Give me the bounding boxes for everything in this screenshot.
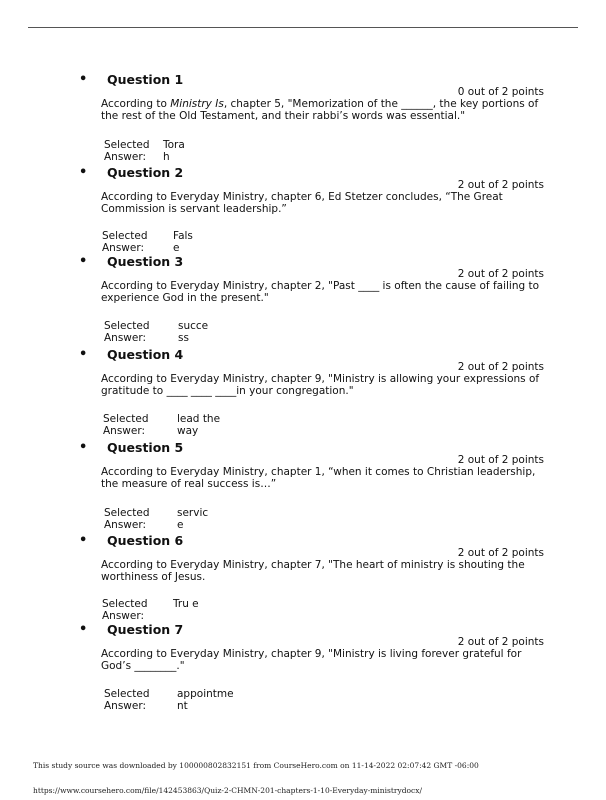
selected-answer-label: Selected Answer:: [104, 320, 150, 344]
selected-answer-label: Selected Answer:: [103, 413, 149, 437]
question-points: 2 out of 2 points: [457, 636, 544, 648]
selected-answer-value: Tora h: [163, 139, 185, 163]
bullet-icon: •: [79, 622, 88, 637]
question-points: 2 out of 2 points: [457, 268, 544, 280]
selected-answer-label: Selected Answer:: [104, 139, 150, 163]
bullet-icon: •: [79, 165, 88, 180]
question-points: 2 out of 2 points: [457, 454, 544, 466]
selected-answer-label: Selected Answer:: [104, 507, 150, 531]
selected-answer-value: appointme nt: [177, 688, 234, 712]
question-title: Question 7: [107, 622, 184, 637]
bullet-icon: •: [79, 347, 88, 362]
selected-answer-value: Fals e: [173, 230, 193, 254]
question-points: 2 out of 2 points: [457, 361, 544, 373]
top-divider: [28, 27, 578, 28]
selected-answer-value: servic e: [177, 507, 209, 531]
bullet-icon: •: [79, 72, 88, 87]
source-url[interactable]: https://www.coursehero.com/file/142453863/Quiz-2-CHMN-201-chapters-1-10-Everyday-ministrydocx/: [33, 786, 422, 795]
selected-answer-value: Tru e: [173, 598, 199, 610]
question-title: Question 2: [107, 165, 184, 180]
question-title: Question 3: [107, 254, 184, 269]
question-text: According to Everyday Ministry, chapter 7, "The heart of ministry is shouting the worthiness of Jesus.: [101, 559, 525, 583]
question-text: According to Everyday Ministry, chapter 6, Ed Stetzer concludes, “The Great Commission is servant leadership.”: [101, 191, 503, 215]
question-title: Question 6: [107, 533, 184, 548]
question-text: According to Everyday Ministry, chapter 1, “when it comes to Christian leadership, the measure of real success is…”: [101, 466, 536, 490]
selected-answer-label: Selected Answer:: [102, 598, 148, 622]
question-text: According to Everyday Ministry, chapter 9, "Ministry is allowing your expressions of gratitude to ____ ____ ____in your congregation.": [101, 373, 540, 397]
bullet-icon: •: [79, 254, 88, 269]
question-text: According to Everyday Ministry, chapter 2, "Past ____ is often the cause of failing to experience God in the present.": [101, 280, 540, 304]
question-title: Question 5: [107, 440, 184, 455]
bullet-icon: •: [79, 533, 88, 548]
question-title: Question 1: [107, 72, 184, 87]
question-points: 2 out of 2 points: [457, 547, 544, 559]
question-points: 0 out of 2 points: [457, 86, 544, 98]
question-points: 2 out of 2 points: [457, 179, 544, 191]
question-text: According to Ministry Is, chapter 5, "Memorization of the ______, the key portions of the rest of the Old Testament, and their rabbi’s words was essential.": [101, 98, 539, 122]
question-title: Question 4: [107, 347, 184, 362]
selected-answer-label: Selected Answer:: [102, 230, 148, 254]
selected-answer-value: lead the way: [177, 413, 221, 437]
selected-answer-label: Selected Answer:: [104, 688, 150, 712]
bullet-icon: •: [79, 440, 88, 455]
selected-answer-value: succe ss: [178, 320, 209, 344]
question-text: According to Everyday Ministry, chapter 9, "Ministry is living forever grateful for God’s ________.": [101, 648, 522, 672]
book-title: Ministry Is: [170, 98, 224, 110]
download-note: This study source was downloaded by 100000802832151 from CourseHero.com on 11-14-2022 02:07:42 GMT -06:00: [33, 761, 479, 770]
